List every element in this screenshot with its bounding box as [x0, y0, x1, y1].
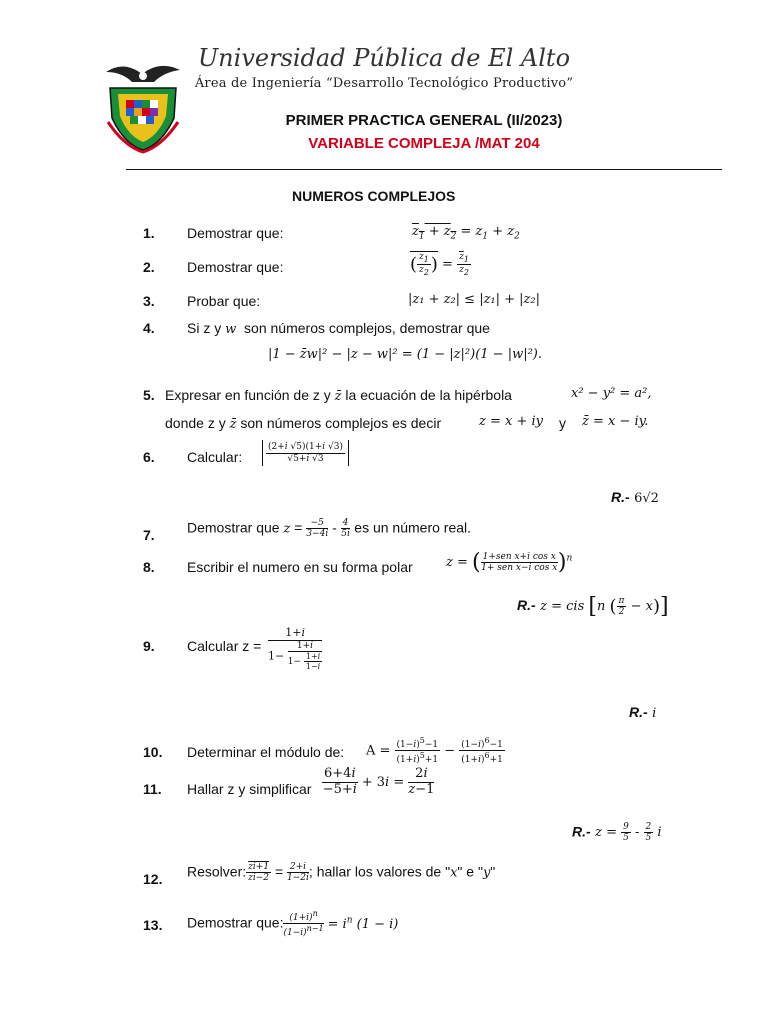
problem-text-b: es un número real. — [354, 519, 472, 536]
answer-label: R.- — [517, 597, 536, 613]
answer-label: R.- — [572, 823, 591, 840]
problem-text: Demostrar que: $\frac{(1+i)^n}{(1-i)^{n-1}}$ = $i^n$ (1 − i) — [187, 909, 399, 939]
problem-number: 11. — [143, 781, 162, 797]
answer-value: i — [652, 706, 657, 721]
formula: $\frac{6+4i}{-5+i}$ + 3i = $\frac{2i}{z-1}$ — [322, 766, 435, 797]
problem-number: 10. — [143, 744, 163, 760]
problem-text: Calcular: — [187, 449, 243, 465]
problem-text: Escribir el numero en su forma polar — [187, 559, 413, 575]
problem-text: Hallar z y simplificar — [187, 781, 312, 797]
problem-text: Si z y w son números complejos, demostrar que — [187, 320, 490, 337]
problem-text-c: " e " — [457, 863, 483, 880]
formula: z̄ = x − iy. — [582, 414, 649, 429]
header-divider — [126, 169, 722, 170]
problem-text: Expresar en función de z y z̄ la ecuación de la hipérbola — [165, 387, 512, 404]
problem-number: 4. — [143, 320, 155, 336]
problem-number: 7. — [143, 527, 155, 543]
problem-text-a: Demostrar que: — [187, 914, 284, 931]
problem-text-b: ; hallar los valores de " — [308, 863, 451, 880]
formula: x² − y² = a², — [571, 386, 652, 401]
problem-number: 13. — [143, 917, 163, 933]
problem-text: Demostrar que: — [187, 259, 284, 275]
problem-number: 9. — [143, 638, 155, 654]
formula: A = $\frac{(1-i)^5-1}{(1+i)^5+1}$ − $\frac{(1-i)^6-1}{(1+i)^6+1}$ — [366, 736, 503, 766]
section-title: NUMEROS COMPLEJOS — [292, 188, 456, 204]
problem-text-d: son números complejos es decir — [240, 415, 442, 431]
formula: z = x + iy — [479, 414, 543, 429]
answer-label: R.- — [611, 489, 630, 505]
exam-title: PRIMER PRACTICA GENERAL (II/2023) — [285, 112, 563, 129]
problem-text-b: son números complejos, demostrar que — [244, 320, 490, 336]
formula: ( $\frac{z_1}{z_2}$ ) = $\frac{\overline{z}_1}{\overline{z}_2}$ — [410, 252, 469, 277]
problem-text-b: la ecuación de la hipérbola — [345, 387, 512, 403]
answer — [611, 489, 659, 507]
problem-text-a: Resolver: — [187, 863, 247, 880]
formula: 1+i 1− 1+i 1− $\frac{1+i}{1-i}$ — [268, 626, 321, 672]
problem-number: 8. — [143, 559, 155, 575]
formula: z = ( $\frac{\text{1+sen x+i cos x}}{\text{1+ sen x−i cos x}}$ )$^n$ — [446, 550, 573, 575]
problem-text-c: donde z y — [165, 415, 226, 431]
course-name: VARIABLE COMPLEJA /MAT 204 — [308, 135, 540, 152]
problem-text-a: Si z y — [187, 320, 222, 336]
conjunction: y — [559, 415, 566, 431]
problem-text: Demostrar que: — [187, 225, 284, 241]
area-name: Área de Ingeniería “Desarrollo Tecnológico Productivo” — [194, 76, 574, 91]
problem-text: Calcular z = — [187, 638, 262, 654]
problem-text: Resolver: $\frac{zi+1}{\overline{z}i-2}$ = $\frac{2+i}{1-2i}$ ; hallar los valores de "x" e "y" — [187, 862, 496, 884]
university-name: Universidad Pública de El Alto — [197, 44, 571, 72]
problem-text: Demostrar que z = $\frac{-5}{3-4i}$ - $\frac{4}{5i}$ es un número real. — [187, 518, 472, 540]
formula: $z_1 + z_2 = z_1 + z_2$ — [412, 224, 520, 242]
formula: $\frac{(2+i √5)(1+i √3)}{√5+i √3}$ — [262, 440, 349, 466]
problem-text-a: Expresar en función de z y — [165, 387, 331, 403]
problem-number: 5. — [143, 387, 155, 403]
problem-text-a: Demostrar que — [187, 519, 280, 536]
answer-label: R.- — [629, 704, 648, 720]
problem-text-d: " — [490, 863, 496, 880]
problem-number: 12. — [143, 871, 163, 887]
formula: |1 − z̄w|² − |z − w|² = (1 − |z|²)(1 − |w|²). — [268, 347, 542, 362]
problem-text: Probar que: — [187, 293, 261, 309]
answer — [629, 704, 656, 722]
var-y: y — [482, 865, 491, 881]
formula: |z₁ + z₂| ≤ |z₁| + |z₂| — [408, 292, 540, 307]
problem-number: 1. — [143, 225, 155, 241]
answer-value: 6√2 — [634, 491, 659, 506]
problem-text: Determinar el módulo de: — [187, 744, 345, 760]
problem-number: 3. — [143, 293, 155, 309]
var-x: x — [450, 865, 458, 881]
answer: R.- z = $\frac{9}{5}$ - $\frac{2}{5}$ i — [572, 822, 662, 844]
problem-text-line2: donde z y z̄ son números complejos es decir — [165, 415, 442, 432]
answer: R.- z = cis [n ( $\frac{\pi}{2}$ − x)] — [517, 594, 669, 619]
problem-number: 2. — [143, 259, 155, 275]
problem-number: 6. — [143, 449, 155, 465]
